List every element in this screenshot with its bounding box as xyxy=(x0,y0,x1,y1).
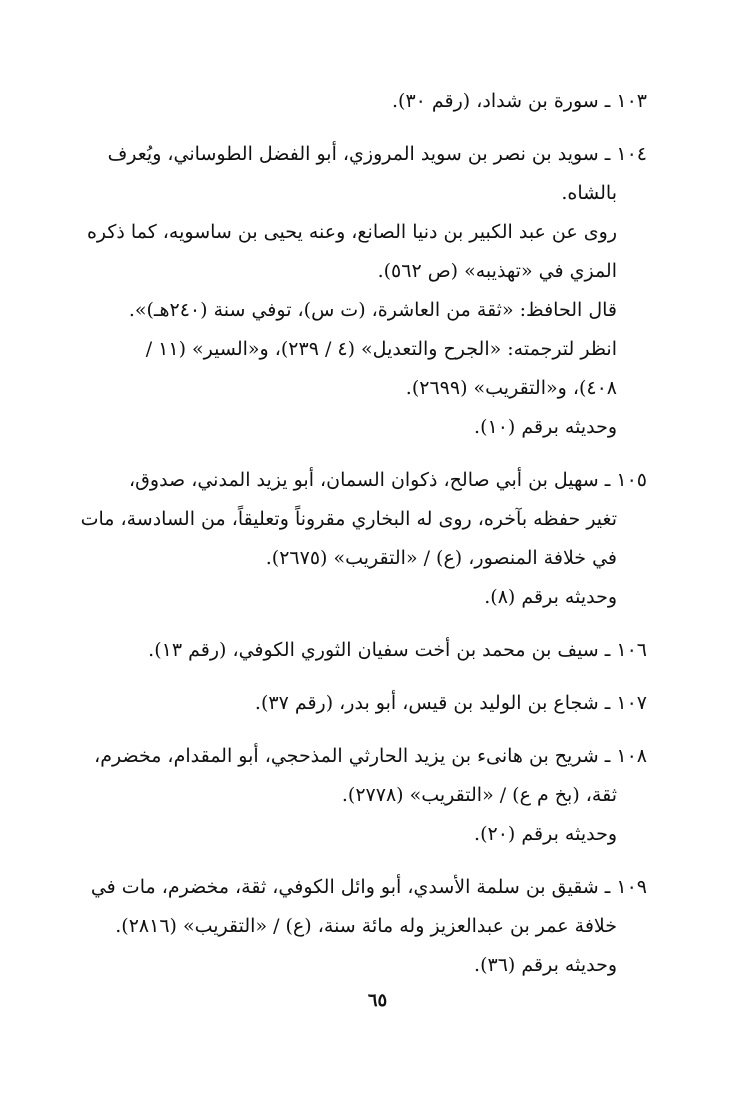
entry-line: ١٠٦ ـ سيف بن محمد بن أخت سفيان الثوري الكوفي، (رقم ١٣). xyxy=(148,639,647,661)
entry-line: في خلافة المنصور، (ع) / «التقريب» (٢٦٧٥). xyxy=(265,547,617,569)
entry-line: ١٠٩ ـ شقيق بن سلمة الأسدي، أبو وائل الكوفي، ثقة، مخضرم، مات في xyxy=(90,876,647,898)
entry-109 xyxy=(87,868,647,985)
entry-line: وحديثه برقم (١٠). xyxy=(474,416,617,438)
entry-line: المزي في «تهذيبه» (ص ٥٦٢). xyxy=(377,260,617,282)
entry-line: وحديثه برقم (٢٠). xyxy=(474,823,617,845)
entry-line: ١٠٣ ـ سورة بن شداد، (رقم ٣٠). xyxy=(391,90,647,112)
entry-line: بالشاه. xyxy=(561,182,617,204)
entry-line: قال الحافظ: «ثقة من العاشرة، (ت س)، توفي سنة (٢٤٠هـ)». xyxy=(128,299,617,321)
entry-108 xyxy=(87,737,647,854)
entry-line: ٤٠٨)، و«التقريب» (٢٦٩٩). xyxy=(405,377,617,399)
entry-line: ١٠٥ ـ سهيل بن أبي صالح، ذكوان السمان، أبو يزيد المدني، صدوق، xyxy=(129,469,647,491)
entry-line: انظر لترجمته: «الجرح والتعديل» (٤ / ٢٣٩)، و«السير» (١١ / xyxy=(145,338,617,360)
document-body xyxy=(80,82,647,999)
entry-106 xyxy=(87,631,647,670)
entry-line: خلافة عمر بن عبدالعزيز وله مائة سنة، (ع) / «التقريب» (٢٨١٦). xyxy=(115,915,617,937)
entry-line: ثقة، (بخ م ع) / «التقريب» (٢٧٧٨). xyxy=(341,784,617,806)
entry-107 xyxy=(87,684,647,723)
entry-line: تغير حفظه بآخره، روى له البخاري مقروناً وتعليقاً، من السادسة، مات xyxy=(80,508,617,530)
entry-104 xyxy=(87,135,647,447)
page-number: ٦٥ xyxy=(367,990,388,1011)
entry-line: ١٠٧ ـ شجاع بن الوليد بن قيس، أبو بدر، (رقم ٣٧). xyxy=(254,692,647,714)
entry-103 xyxy=(87,82,647,121)
entry-line: وحديثه برقم (٣٦). xyxy=(474,954,617,976)
entry-105 xyxy=(80,461,647,617)
entry-line: ١٠٨ ـ شريح بن هانىء بن يزيد الحارثي المذحجي، أبو المقدام، مخضرم، xyxy=(94,745,647,767)
entry-line: ١٠٤ ـ سويد بن نصر بن سويد المروزي، أبو الفضل الطوساني، ويُعرف xyxy=(107,143,647,165)
entry-line: وحديثه برقم (٨). xyxy=(484,586,617,608)
entry-line: روى عن عبد الكبير بن دنيا الصانع، وعنه يحيى بن ساسويه، كما ذكره xyxy=(86,221,617,243)
